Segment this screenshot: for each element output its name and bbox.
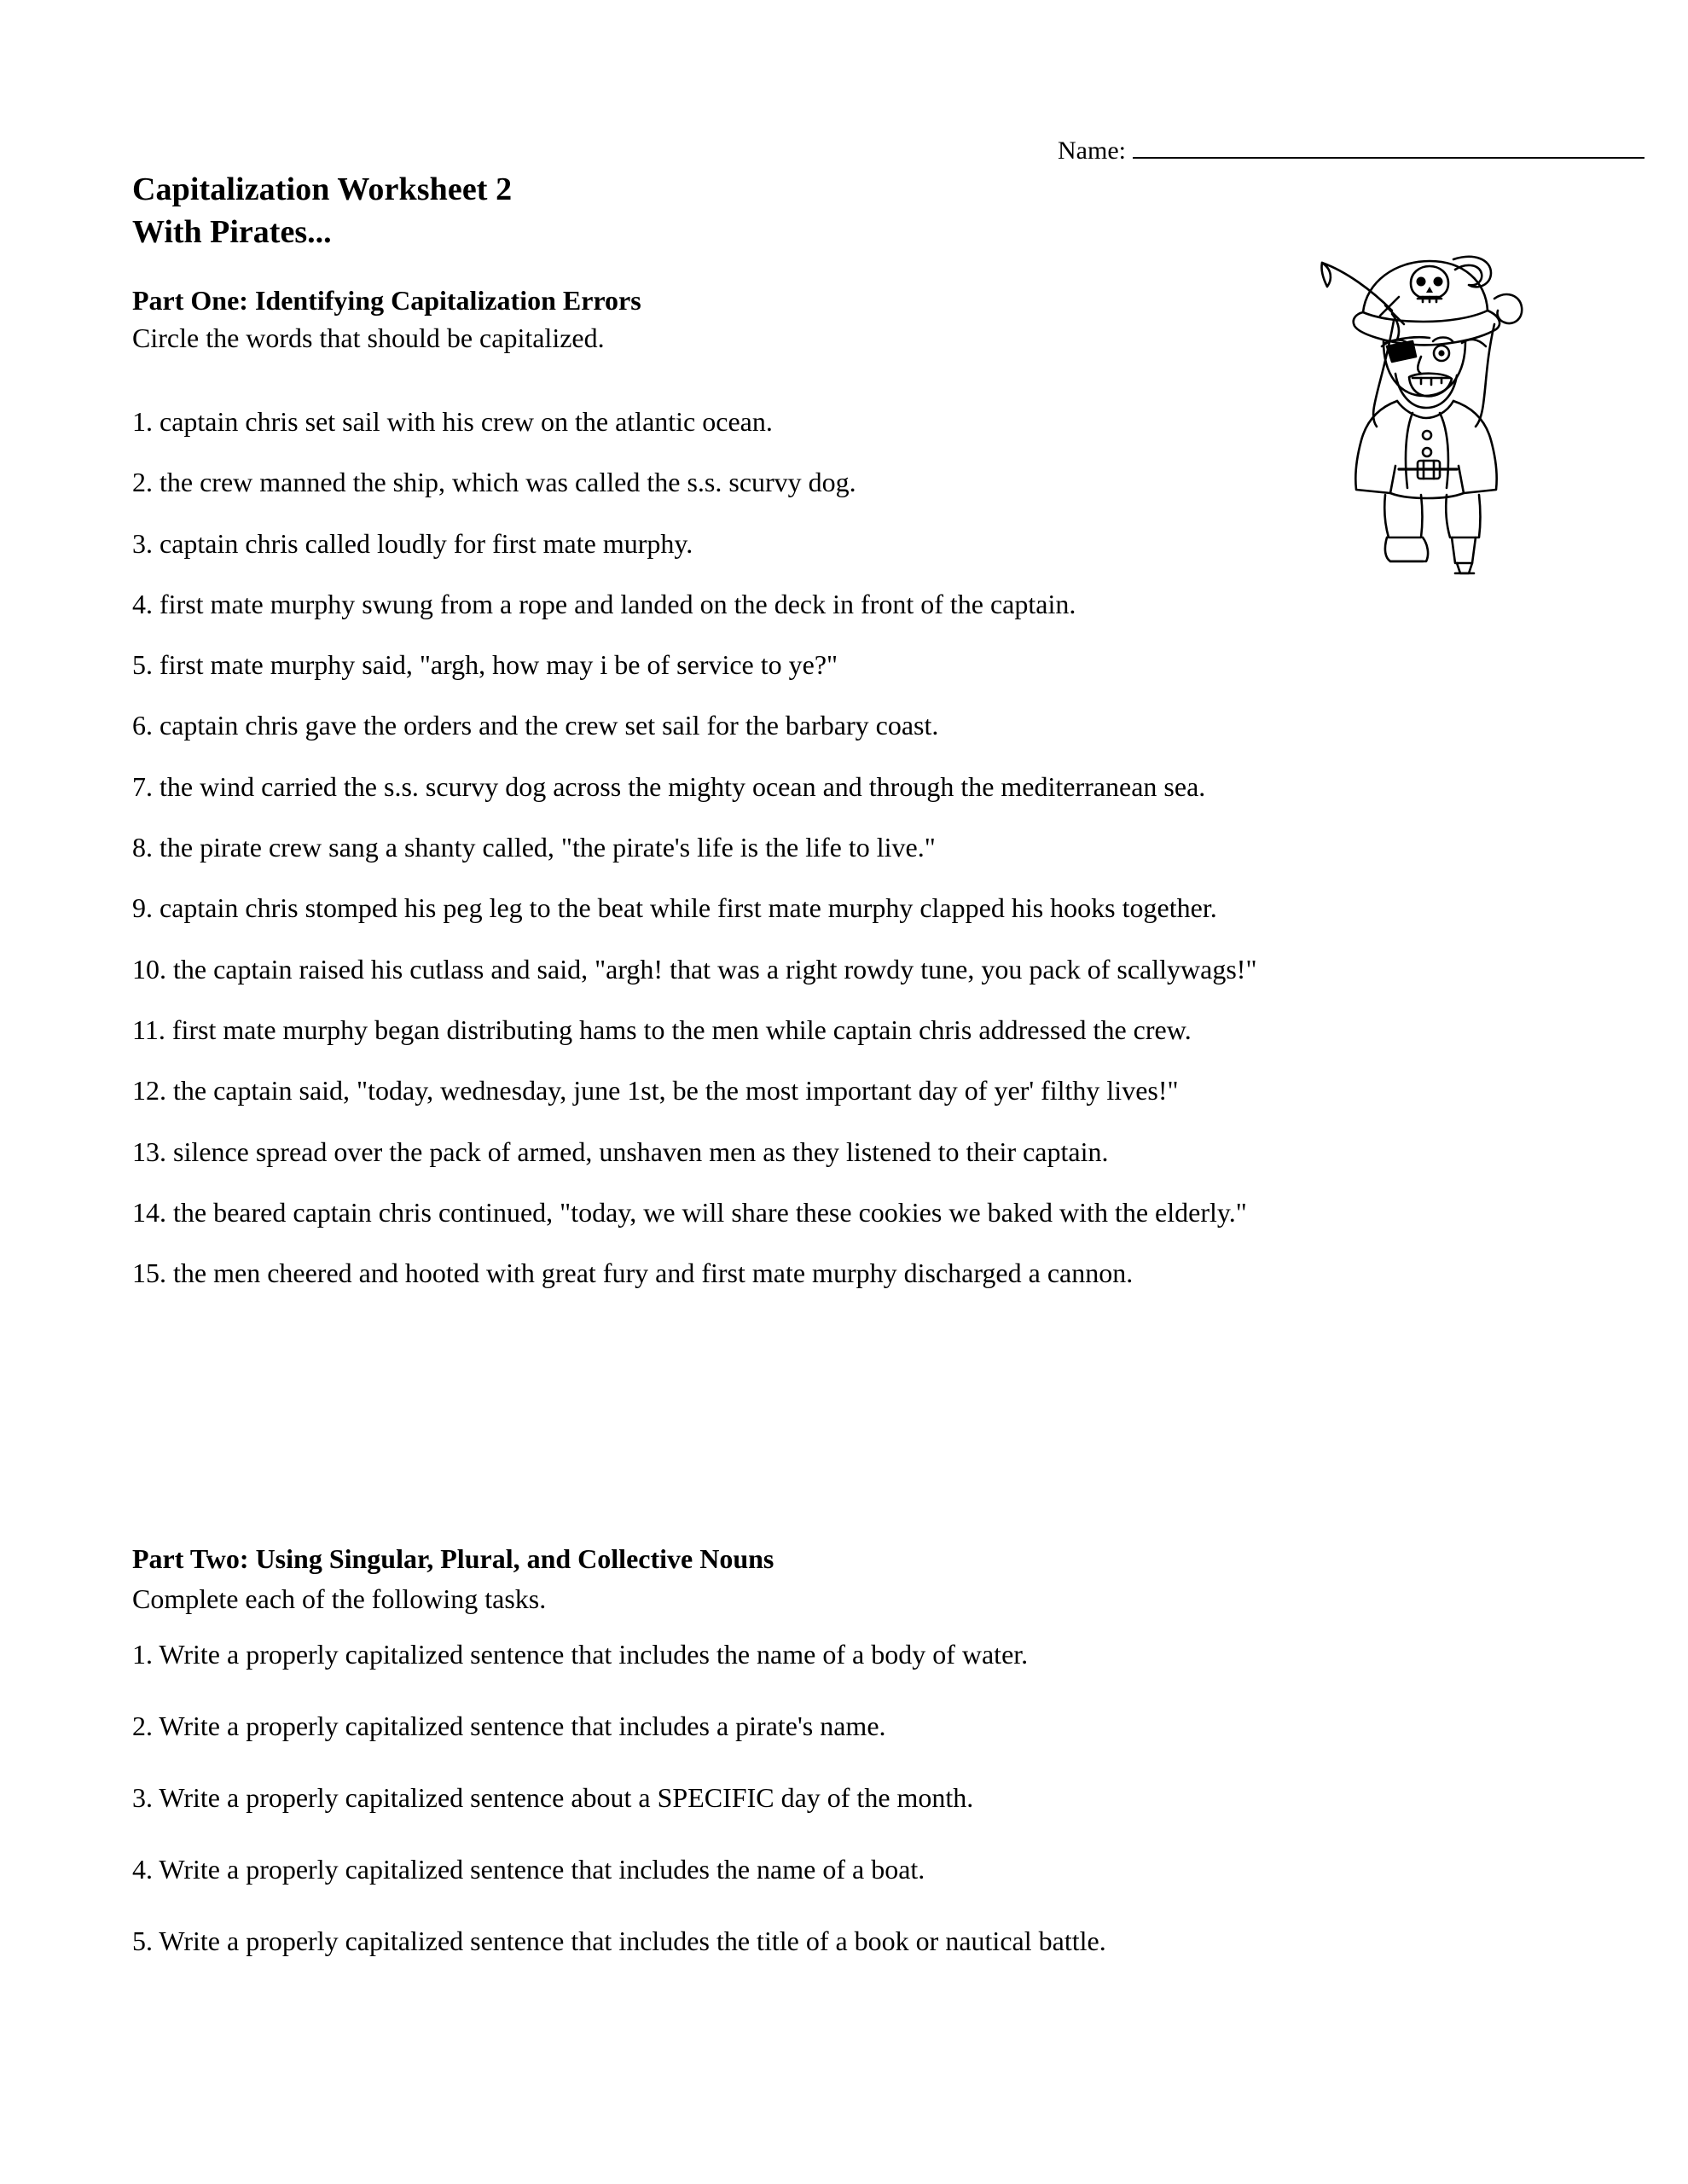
name-label: Name: bbox=[1058, 136, 1126, 165]
page-subtitle: With Pirates... bbox=[132, 214, 332, 250]
pirate-captain-illustration bbox=[1271, 246, 1544, 578]
mouth bbox=[1409, 374, 1452, 397]
list-item[interactable]: 2. the crew manned the ship, which was called the s.s. scurvy dog. bbox=[132, 467, 856, 498]
part-one-directions: Circle the words that should be capitalized. bbox=[132, 322, 605, 354]
list-item[interactable]: 11. first mate murphy began distributing hams to the men while captain chris addressed the crew. bbox=[132, 1014, 1192, 1045]
pirate-hat bbox=[1354, 261, 1499, 345]
list-item[interactable]: 1. Write a properly capitalized sentence that includes the name of a body of water. bbox=[132, 1639, 1029, 1670]
coat-right bbox=[1453, 401, 1497, 493]
leg-right bbox=[1446, 495, 1480, 537]
list-item[interactable]: 10. the captain raised his cutlass and said, "argh! that was a right rowdy tune, you pack of scallywags!" bbox=[132, 953, 1257, 985]
peg-leg bbox=[1452, 537, 1476, 573]
list-item[interactable]: 12. the captain said, "today, wednesday, june 1st, be the most important day of yer' filthy lives!" bbox=[132, 1075, 1179, 1107]
leg-left bbox=[1384, 495, 1422, 537]
skull-icon bbox=[1411, 266, 1448, 302]
boot bbox=[1385, 537, 1428, 561]
part-two-directions: Complete each of the following tasks. bbox=[132, 1583, 547, 1615]
arm-right bbox=[1476, 324, 1494, 427]
list-item[interactable]: 14. the beared captain chris continued, "today, we will share these cookies we baked with the elderly." bbox=[132, 1196, 1247, 1228]
list-item[interactable]: 5. first mate murphy said, "argh, how may i be of service to ye?" bbox=[132, 649, 838, 681]
name-input-line[interactable] bbox=[1133, 156, 1644, 159]
part-two-task-list bbox=[132, 1635, 1565, 1960]
part-two-heading: Part Two: Using Singular, Plural, and Collective Nouns bbox=[132, 1543, 774, 1574]
part-one-heading: Part One: Identifying Capitalization Errors bbox=[132, 285, 641, 316]
hat-plume bbox=[1453, 257, 1491, 287]
page-title: Capitalization Worksheet 2 bbox=[132, 171, 513, 207]
list-item[interactable]: 4. Write a properly capitalized sentence that includes the name of a boat. bbox=[132, 1853, 925, 1885]
list-item[interactable]: 7. the wind carried the s.s. scurvy dog across the mighty ocean and through the mediterranean sea. bbox=[132, 770, 1206, 802]
part-two-section bbox=[132, 1540, 1565, 1993]
coat-left bbox=[1355, 401, 1397, 493]
list-item[interactable]: 9. captain chris stomped his peg leg to the beat while first mate murphy clapped his hooks together. bbox=[132, 892, 1217, 924]
list-item[interactable]: 1. captain chris set sail with his crew on the atlantic ocean. bbox=[132, 406, 773, 437]
list-item[interactable]: 15. the men cheered and hooted with great fury and first mate murphy discharged a cannon. bbox=[132, 1258, 1134, 1289]
list-item[interactable]: 4. first mate murphy swung from a rope and landed on the deck in front of the captain. bbox=[132, 588, 1076, 619]
part-one-intro bbox=[132, 282, 1241, 357]
list-item[interactable]: 3. Write a properly capitalized sentence about a SPECIFIC day of the month. bbox=[132, 1781, 974, 1813]
list-item[interactable]: 13. silence spread over the pack of armed, unshaven men as they listened to their captain. bbox=[132, 1136, 1109, 1167]
list-item[interactable]: 2. Write a properly capitalized sentence that includes a pirate's name. bbox=[132, 1711, 886, 1742]
list-item[interactable]: 8. the pirate crew sang a shanty called, "the pirate's life is the life to live." bbox=[132, 832, 936, 863]
name-field-row bbox=[1058, 136, 1644, 166]
list-item[interactable]: 3. captain chris called loudly for first mate murphy. bbox=[132, 527, 693, 559]
list-item[interactable]: 6. captain chris gave the orders and the crew set sail for the barbary coast. bbox=[132, 710, 939, 741]
list-item[interactable]: 5. Write a properly capitalized sentence that includes the title of a book or nautical battle. bbox=[132, 1925, 1106, 1956]
